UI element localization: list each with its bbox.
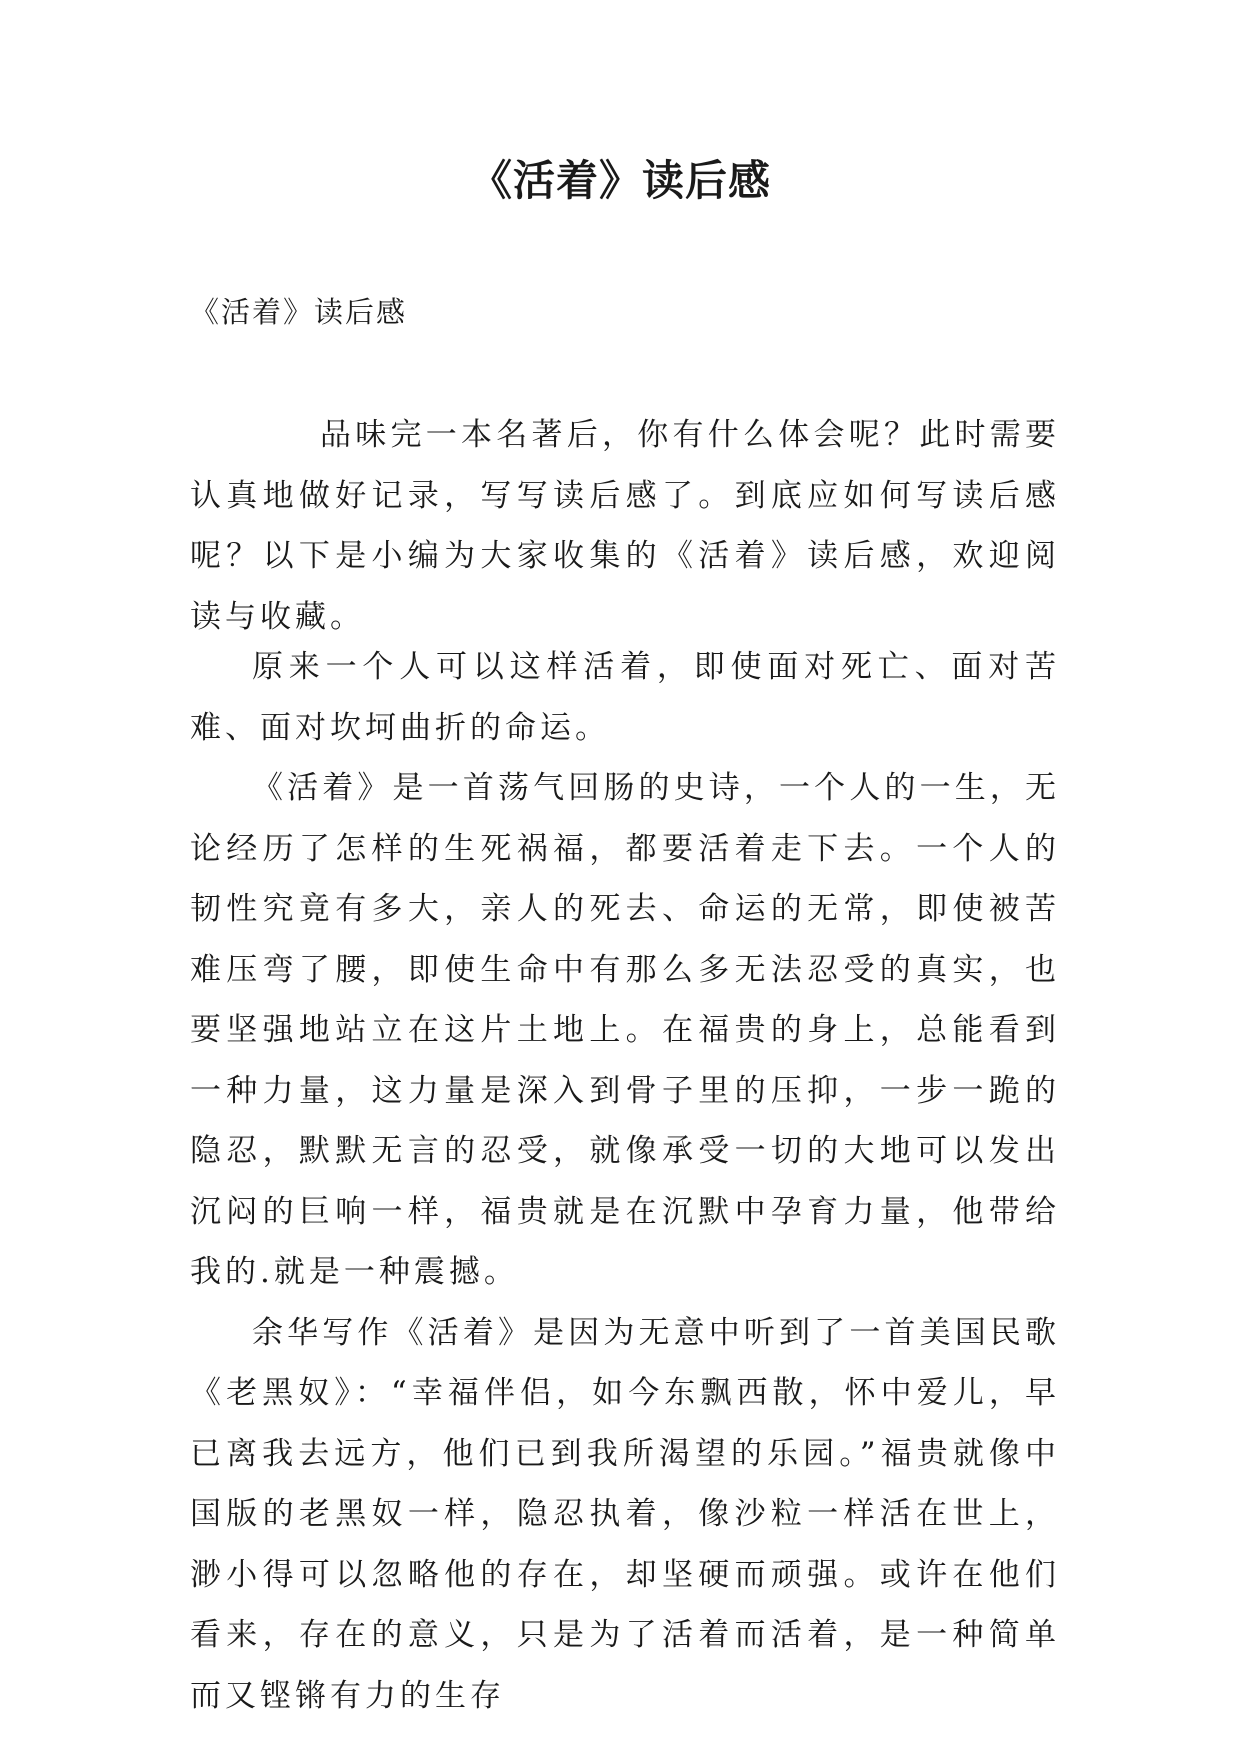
body-paragraph-1: 原来一个人可以这样活着，即使面对死亡、面对苦难、面对坎坷曲折的命运。 (190, 649, 1060, 746)
body-paragraph-2: 《活着》是一首荡气回肠的史诗，一个人的一生，无论经历了怎样的生死祸福，都要活着走下去。一个人的韧性究竟有多大，亲人的死去、命运的无常，即使被苦难压弯了腰，即使生命中有那么多无法忍受的真实，也要坚强地站立在这片土地上。在福贵的身上，总能看到一种力量，这力量是深入到骨子里的压抑，一步一跪的隐忍，默默无言的忍受，就像承受一切的大地可以发出沉闷的巨响一样，福贵就是在沉默中孕育力量，他带给我的.就是一种震撼。 (190, 770, 1060, 1290)
document-subtitle: 《活着》读后感 (190, 295, 408, 329)
body-paragraph-3: 余华写作《活着》是因为无意中听到了一首美国民歌《老黑奴》：“幸福伴侣，如今东飘西散，怀中爱儿，早已离我去远方，他们已到我所渴望的乐园。”福贵就像中国版的老黑奴一样，隐忍执着，像沙粒一样活在世上，渺小得可以忽略他的存在，却坚硬而顽强。或许在他们看来，存在的意义，只是为了活着而活着，是一种简单而又铿锵有力的生存 (190, 1314, 1060, 1714)
main-content (190, 637, 1060, 1726)
document-title: 《活着》读后感 (469, 156, 771, 205)
intro-paragraph: 品味完一本名著后，你有什么体会呢？此时需要认真地做好记录，写写读后感了。到底应如何写读后感呢？以下是小编为大家收集的《活着》读后感，欢迎阅读与收藏。 (190, 417, 1060, 635)
